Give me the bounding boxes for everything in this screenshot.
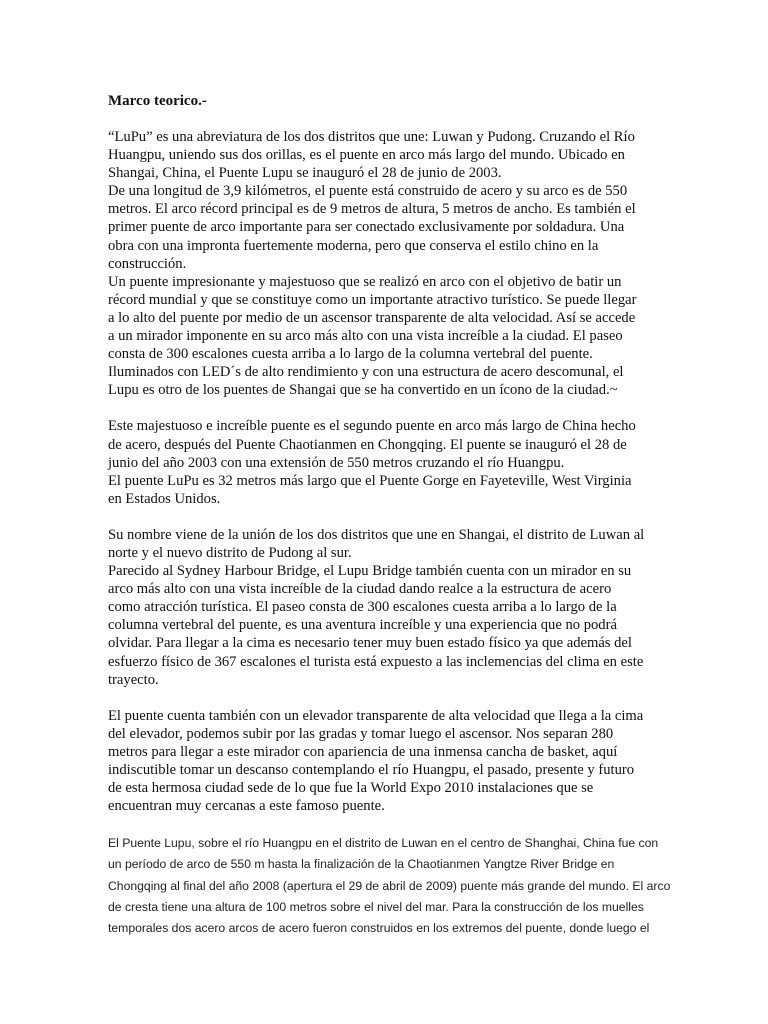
paragraph-3 bbox=[108, 526, 663, 689]
text-line: de esta hermosa ciudad sede de lo que fue la World Expo 2010 instalaciones que se bbox=[108, 780, 594, 797]
text-line: a lo alto del puente por medio de un ascensor transparente de alta velocidad. Así se accede bbox=[108, 309, 636, 326]
text-line: metros. El arco récord principal es de 9 metros de altura, 5 metros de ancho. Es también el bbox=[108, 201, 636, 218]
text-line: El puente cuenta también con un elevador transparente de alta velocidad que llega a la cima bbox=[108, 707, 644, 724]
text-line: consta de 300 escalones cuesta arriba a lo largo de la columna vertebral del puente. bbox=[108, 346, 593, 363]
text-line: “LuPu” es una abreviatura de los dos distritos que une: Luwan y Pudong. Cruzando el Río bbox=[108, 129, 635, 145]
text-line: El Puente Lupu, sobre el río Huangpu en el distrito de Luwan en el centro de Shanghai, China fue con bbox=[108, 836, 659, 851]
text-line: del elevador, podemos subir por las gradas y tomar luego el ascensor. Nos separan 280 bbox=[108, 725, 614, 742]
text-line: construcción. bbox=[108, 255, 187, 272]
text-line: como atracción turística. El paseo consta de 300 escalones cuesta arriba a lo largo de la bbox=[108, 599, 617, 616]
document-body bbox=[108, 92, 671, 939]
text-line: junio del año 2003 con una extensión de 550 metros cruzando el río Huangpu. bbox=[108, 454, 565, 471]
text-line: columna vertebral del puente, es una aventura increíble y una experiencia que no podrá bbox=[108, 617, 617, 634]
text-line: indiscutible tomar un descanso contemplando el río Huangpu, el pasado, presente y futuro bbox=[108, 762, 635, 778]
text-line: Shangai, China, el Puente Lupu se inauguró el 28 de junio de 2003. bbox=[108, 165, 502, 182]
text-line: esfuerzo físico de 367 escalones el turista está expuesto a las inclemencias del clima en este bbox=[108, 653, 644, 670]
paragraph-1 bbox=[108, 128, 663, 399]
text-line: Su nombre viene de la unión de los dos distritos que une en Shangai, el distrito de Luwan al bbox=[108, 526, 645, 543]
text-line: obra con una impronta fuertemente moderna, pero que conserva el estilo chino en la bbox=[108, 237, 599, 254]
text-line: Iluminados con LED´s de alto rendimiento y con una estructura de acero descomunal, el bbox=[108, 364, 624, 381]
text-line: Este majestuoso e increíble puente es el segundo puente en arco más largo de China hecho bbox=[108, 418, 636, 435]
document-title: Marco teorico.- bbox=[108, 93, 207, 109]
text-line: arco más alto con una vista increíble de la ciudad dando realce a la estructura de acero bbox=[108, 581, 612, 598]
text-line: en Estados Unidos. bbox=[108, 490, 221, 507]
text-line: de acero, después del Puente Chaotianmen en Chongqing. El puente se inauguró el 28 de bbox=[108, 436, 627, 453]
paragraph-2 bbox=[108, 417, 663, 507]
text-line: De una longitud de 3,9 kilómetros, el puente está construido de acero y su arco es de 550 bbox=[108, 183, 628, 200]
text-line: olvidar. Para llegar a la cima es necesario tener muy buen estado físico ya que además del bbox=[108, 635, 632, 652]
text-line: El puente LuPu es 32 metros más largo que el Puente Gorge en Fayeteville, West Virginia bbox=[108, 472, 632, 489]
text-line: Chongqing al final del año 2008 (apertura el 29 de abril de 2009) puente más grande del mundo. El arco bbox=[108, 878, 671, 893]
paragraph-5-sans bbox=[108, 833, 671, 939]
paragraph-4 bbox=[108, 707, 663, 816]
text-line: Parecido al Sydney Harbour Bridge, el Lupu Bridge también cuenta con un mirador en su bbox=[108, 563, 632, 580]
text-line: norte y el nuevo distrito de Pudong al sur. bbox=[108, 544, 352, 561]
text-line: temporales dos acero arcos de acero fueron construidos en los extremos del puente, donde luego el bbox=[108, 921, 650, 936]
text-line: primer puente de arco importante para ser conectado exclusivamente por soldadura. Una bbox=[108, 219, 625, 236]
text-line: récord mundial y que se constituye como un importante atractivo turístico. Se puede llegar bbox=[108, 291, 637, 308]
text-line: de cresta tiene una altura de 100 metros sobre el nivel del mar. Para la construcción de los muelles bbox=[108, 899, 644, 914]
text-line: Un puente impresionante y majestuoso que se realizó en arco con el objetivo de batir un bbox=[108, 273, 622, 290]
text-line: trayecto. bbox=[108, 671, 159, 688]
text-line: Lupu es otro de los puentes de Shangai que se ha convertido en un ícono de la ciudad.~ bbox=[108, 382, 618, 399]
text-line: Huangpu, uniendo sus dos orillas, es el puente en arco más largo del mundo. Ubicado en bbox=[108, 147, 625, 164]
text-line: a un mirador imponente en su arco más alto con una vista increíble a la ciudad. El paseo bbox=[108, 328, 623, 345]
text-line: encuentran muy cercanas a este famoso puente. bbox=[108, 798, 385, 815]
text-line: metros para llegar a este mirador con apariencia de una inmensa cancha de basket, aquí bbox=[108, 743, 618, 760]
text-line: un período de arco de 550 m hasta la finalización de la Chaotianmen Yangtze River Bridge en bbox=[108, 857, 615, 872]
